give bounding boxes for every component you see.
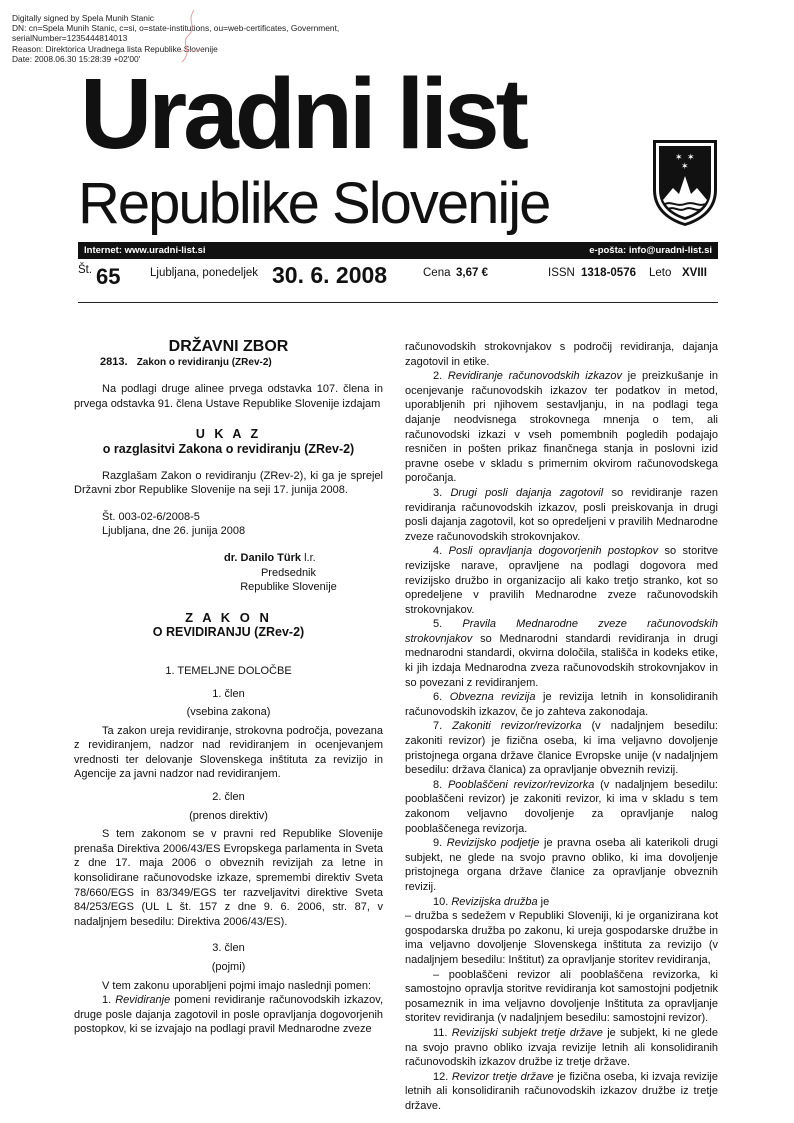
contact-bar: [78, 242, 718, 259]
svg-text:✶: ✶: [675, 153, 683, 163]
definition-text: so storitve revizijske narave, opravljene na podlagi dogovora med revizijsko družbo in organizacijo ali kako tretjo stranko, kot so opredeljene v pravilih Mednarodne zveze računovodskih strokovnjakov.: [405, 545, 719, 616]
definition-number: 10.: [433, 895, 452, 908]
definition-text: je pravna oseba ali katerikoli drugi subjekt, ne glede na svojo pravno obliko, ki ima dovoljenje pristojnega organa države članice za opravljanje obveznih revizij.: [405, 837, 718, 893]
signer-role: Republike Slovenije: [240, 581, 337, 594]
definition-bullet: – družba s sedežem v Republiki Sloveniji, ki je organizirana kot gospodarska družba po zakonu, ki ureja gospodarske družbe in ima veljavno dovoljenje Slovenskega inštituta za revizijo (v nadaljnjem besedilu: Inštitut) za opravljanje storitev revidiranja,: [405, 910, 718, 966]
issue-place: Ljubljana, ponedeljek: [150, 267, 259, 279]
act-title: Zakon o revidiranju (ZRev-2): [136, 356, 272, 368]
zakon-subheading: O REVIDIRANJU (ZRev-2): [152, 625, 305, 640]
definition-paragraph: [405, 1026, 718, 1070]
coat-of-arms-icon: [651, 138, 719, 228]
signature-line: Date: 2008.06.30 15:28:39 +02'00': [12, 53, 141, 64]
definition-term: Revizijska družba: [451, 895, 538, 908]
definition-paragraph: [405, 486, 718, 544]
definition-number: 2.: [433, 370, 448, 383]
svg-text:✶: ✶: [687, 153, 695, 163]
proclamation-paragraph: Razglašam Zakon o revidiranju (ZRev-2), ki ga je sprejel Državni zbor Republike Slovenije na seji 17. junija 2008.: [74, 469, 383, 497]
price: 3,67 €: [456, 267, 488, 279]
ukaz-subheading: o razglasitvi Zakona o revidiranju (ZRev-2): [102, 441, 355, 456]
definition-term: Pravila Mednarodne zveze računovodskih strokovnjakov: [405, 618, 718, 645]
definition-text: je revizija letnih in konsolidiranih računovodskih izkazov, če jo zahteva zakonodaja.: [405, 691, 718, 718]
article-title: (vsebina zakona): [186, 706, 271, 719]
definition-term: Revidiranje računovodskih izkazov: [447, 370, 622, 383]
definition-number: 5.: [433, 618, 463, 631]
definition-text: je: [537, 895, 550, 908]
article-title: (prenos direktiv): [189, 809, 268, 822]
act-number: 2813.: [100, 355, 128, 368]
definition-text: je preizkušanje in ocenjevanje računovodskih izkazov ter podatkov in metod, uporabljenih pri njihovem sestavljanju, in na podlagi tega dajanje neodvisnega strokovnega mnenja o tem, ali računovodski izkazi v vseh pomembnih pogledih podajajo resničen in pošten prikaz finančnega stanja in poslovni izid pravne osebe v skladu s primernim okvirom računovodskega poročanja.: [405, 370, 718, 485]
signer-name: dr. Danilo Türk: [224, 551, 302, 564]
definition-text: so revidiranje razen revidiranja računovodskih izkazov, posli preiskovanja in drugi posli dajanja zagotovil, kot so opredeljeni v pravilih Mednarodne zveze računovodskih strokovnjakov.: [405, 486, 718, 543]
masthead-subtitle: Republike Slovenije: [78, 171, 550, 236]
definition-number: 8.: [433, 778, 448, 791]
definition-paragraph: [405, 895, 718, 910]
definition-text: pomeni revidiranje računovodskih izkazov, druge posle dajanja zagotovil in posle opravljanja dogovorjenih postopkov, ki se izvajajo na podlagi pravil Mednarodne zveze: [74, 994, 383, 1036]
definition-number: 6.: [433, 691, 450, 704]
ukaz-heading: U K A Z: [195, 427, 262, 442]
definition-paragraph: [405, 544, 718, 617]
year-label: Leto: [649, 267, 672, 279]
definition-text: je fizična oseba, ki izvaja revizije letnih ali konsolidiranih računovodskih izkazov družbe iz tretje države.: [405, 1070, 718, 1112]
continued-paragraph: računovodskih strokovnjakov s področij revidiranja, dajanja zagotovil in etike.: [405, 341, 718, 368]
issue-info: [78, 262, 718, 296]
definition-text: (v nadaljnjem besedilu: zakoniti revizor) je fizična oseba, ki ima veljavno dovoljenje pristojnega organa države članice Evropske unije (v nadaljnjem besedilu: država članica) za opravljanje obveznih revizij.: [405, 720, 718, 777]
article-heading: 3. člen: [212, 942, 245, 955]
definition-term: Revidiranje: [115, 994, 171, 1007]
definition-term: Obvezna revizija: [449, 691, 536, 704]
reference-date: Ljubljana, dne 26. junija 2008: [102, 525, 246, 538]
issn: 1318-0576: [581, 267, 636, 279]
definition-term: Revizor tretje države: [451, 1070, 554, 1083]
definition-number: 9.: [433, 837, 447, 850]
definition-number: 3.: [433, 486, 451, 499]
signer-role: Predsednik: [260, 566, 317, 579]
definition-paragraph: [74, 993, 383, 1037]
header-divider: [78, 302, 718, 303]
article-heading: 1. člen: [212, 687, 245, 700]
issue-number-label: Št.: [78, 264, 93, 276]
signature-line: Digitally signed by Spela Munih Stanic: [12, 13, 154, 23]
right-column: [405, 340, 718, 1113]
definition-term: Zakoniti revizor/revizorka: [452, 720, 582, 733]
masthead-title: Uradni list: [80, 58, 525, 170]
definition-paragraph: [405, 778, 718, 836]
definition-text: je subjekt, ki ne glede na svojo pravno obliko izvaja revizije letnih ali konsolidiranih računovodskih izkazov družbe iz tretje države.: [405, 1026, 718, 1069]
definition-term: Revizijsko podjetje: [446, 837, 540, 850]
definition-text: (v nadaljnjem besedilu: pooblaščeni revizor) je zakoniti revizor, ki ima v skladu s tem zakonom veljavno dovoljenje za opravljanje nalog pooblaščenega revizorja.: [405, 778, 718, 835]
issue-number: 65: [96, 264, 121, 289]
definition-number: 4.: [433, 545, 449, 558]
price-label: Cena: [423, 267, 451, 279]
definition-paragraph: [405, 690, 718, 719]
definition-term: Revizijski subjekt tretje države: [451, 1026, 603, 1039]
article-heading: 2. člen: [212, 791, 245, 804]
article-paragraph: S tem zakonom se v pravni red Republike Slovenije prenaša Direktiva 2006/43/ES Evropskega parlamenta in Sveta z dne 17. maja 2006 o obveznih revizijah za letne in konsolidirane računovodske izkaze, spremembi direktiv Sveta 78/660/EGS in 83/349/EGS ter razveljavitvi direktive Sveta 84/253/EGS (UL L št. 157 z dne 9. 6. 2006, str. 87, v nadaljnjem besedilu: Direktiva 2006/43/ES).: [74, 828, 383, 928]
definition-paragraph: [405, 369, 718, 486]
signer-line: [74, 551, 383, 566]
signature-line: serialNumber=1235444814013: [12, 33, 128, 44]
signature-scribble-icon: [168, 6, 208, 66]
definition-number: 12.: [433, 1070, 452, 1083]
year: XVIII: [682, 267, 707, 279]
issn-label: ISSN: [548, 267, 575, 279]
definition-text: so Mednarodni standardi revidiranja in drugi mednarodni standardi, okvirna določila, stališča in kodeks etike, ki jih izdaja Mednarodna zveza računovodskih strokovnjakov in so povezani z revidiranjem.: [405, 632, 718, 689]
zakon-heading: Z A K O N: [185, 609, 272, 625]
website-link[interactable]: Internet: www.uradni-list.si: [84, 245, 206, 256]
left-column: [74, 340, 383, 1037]
definition-bullet: – pooblaščeni revizor ali pooblaščena revizorka, ki samostojno opravlja storitve revidiranja kot samostojni podjetnik posameznik in ima veljavno dovoljenje Inštituta za opravljanje storitev revidiranja (v nadaljnjem besedilu: samostojni revizor).: [405, 968, 718, 1025]
email-link[interactable]: e-pošta: info@uradni-list.si: [589, 245, 712, 256]
section-heading: DRŽAVNI ZBOR: [168, 338, 289, 355]
definition-paragraph: [405, 836, 718, 894]
chapter-heading: 1. TEMELJNE DOLOČBE: [165, 664, 292, 677]
definition-paragraph: [405, 617, 718, 690]
definition-paragraph: [405, 1070, 718, 1114]
definition-term: Drugi posli dajanja zagotovil: [450, 486, 604, 499]
definition-term: Posli opravljanja dogovorjenih postopkov: [448, 545, 659, 558]
reference-number: Št. 003-02-6/2008-5: [102, 510, 200, 523]
intro-paragraph: Na podlagi druge alinee prvega odstavka 107. člena in prvega odstavka 91. člena Ustave Republike Slovenije izdajam: [74, 383, 383, 410]
signer-suffix: l.r.: [301, 551, 316, 564]
act-heading: [74, 355, 383, 371]
definition-number: 7.: [433, 720, 453, 733]
issue-date: 30. 6. 2008: [272, 262, 388, 288]
article-paragraph: V tem zakonu uporabljeni pojmi imajo naslednji pomen:: [102, 979, 372, 992]
article-paragraph: Ta zakon ureja revidiranje, strokovna področja, povezana z revidiranjem, nadzor nad revidiranjem in ocenjevanjem vrednosti ter delovanje Slovenskega inštituta za revizijo in Agencije za javni nadzor nad revidiranjem.: [74, 724, 383, 781]
article-title: (pojmi): [211, 961, 246, 973]
signature-line: DN: cn=Spela Munih Stanic, c=si, o=state-institutions, ou=web-certificates, Government,: [12, 23, 340, 34]
definition-paragraph: [405, 719, 718, 777]
svg-text:✶: ✶: [681, 162, 689, 172]
signature-line: Reason: Direktorica Uradnega lista Republike Slovenije: [12, 43, 218, 54]
definition-term: Pooblaščeni revizor/revizorka: [447, 778, 595, 791]
definition-number: 1.: [102, 994, 116, 1007]
definition-number: 11.: [433, 1026, 452, 1039]
